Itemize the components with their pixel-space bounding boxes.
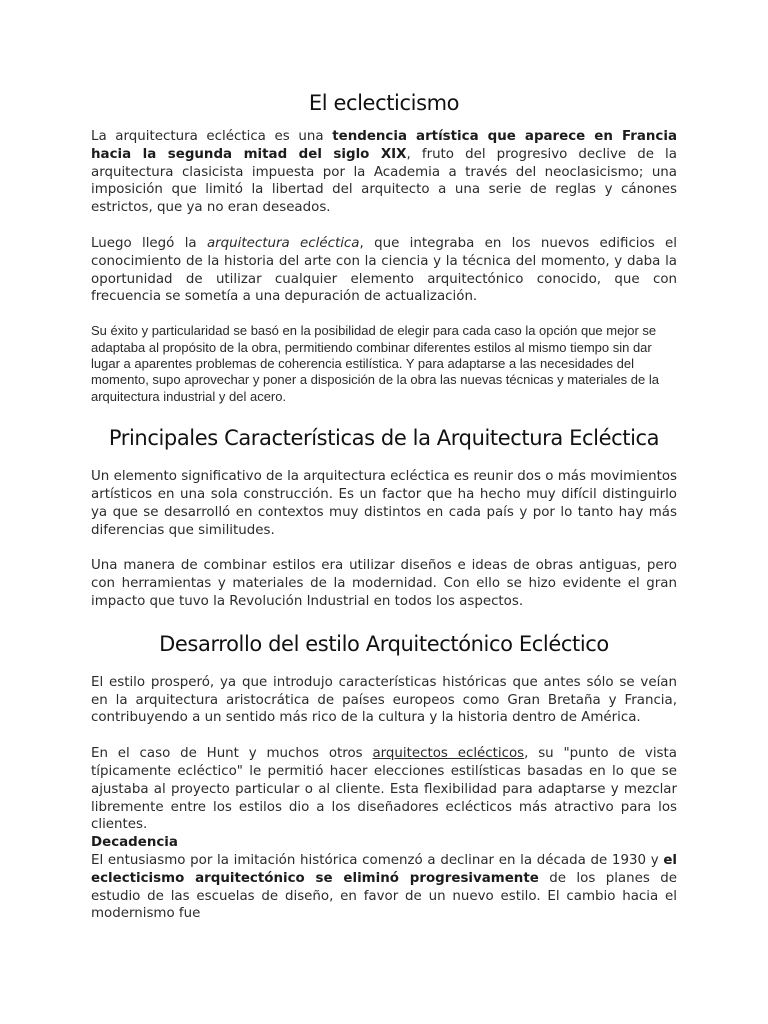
paragraph-combine-styles: Una manera de combinar estilos era utilizar diseños e ideas de obras antiguas, pero con herramientas y materiales de la modernidad. Con ello se hizo evidente el gran impacto que tuvo la Revolución Industrial en todos los aspectos. [91, 558, 677, 609]
intro-paragraph [91, 128, 677, 217]
paragraph-style-prospered: El estilo prosperó, ya que introdujo características históricas que antes sólo se veían en la arquitectura aristocrática de países europeos como Gran Bretaña y Francia, contribuyendo a un sentido más rico de la cultura y la historia dentro de América. [91, 674, 677, 726]
page-title: El eclecticismo [308, 91, 460, 115]
text-run: El entusiasmo por la imitación histórica comenzó a declinar en la década de 1930 y [91, 852, 664, 868]
paragraph-success: Su éxito y particularidad se basó en la posibilidad de elegir para cada caso la opción que mejor se adaptaba al propósito de la obra, permitiendo combinar diferentes estilos al mismo tiempo sin dar lugar a aparentes problemas de coherencia estilística. Y para adaptarse a las necesidades del momento, supo aprovechar y poner a disposición de la obra las nuevas técnicas y materiales de la arquitectura industrial y del acero. [91, 323, 659, 404]
text-run: En el caso de Hunt y muchos otros [91, 746, 373, 762]
bold-text: tendencia artística que aparece en Francia hacia la segunda mitad del siglo XIX [91, 129, 677, 162]
section-heading-characteristics: Principales Características de la Arquitectura Ecléctica [108, 426, 660, 451]
text-run: , fruto del progresivo declive de la arquitectura clasicista impuesta por la Academia a través del neoclasicismo; una imposición que limitó la libertad del arquitecto a una serie de reglas y cánones estrictos, que ya no eran deseados. [91, 146, 677, 216]
bold-text: el eclecticismo arquitectónico se eliminó progresivamente [91, 852, 677, 886]
section-heading-development: Desarrollo del estilo Arquitectónico Ecléctico [159, 631, 609, 656]
subheading-decadence: Decadencia [91, 835, 178, 851]
text-run: , su "punto de vista típicamente ecléctico" le permitió hacer elecciones estilísticas basadas en lo que se ajustaba al proyecto particular o al cliente. Esta flexibilidad para adaptarse y mezclar libremente entre los estilos dio a los diseñadores eclécticos más atractivo para los clientes. [91, 746, 677, 833]
text-run: de los planes de estudio de las escuelas de diseño, en favor de un nuevo estilo. El cambio hacia el modernismo fue [91, 870, 677, 922]
text-run: , que integraba en los nuevos edificios el conocimiento de la historia del arte con la ciencia y la técnica del momento, y daba la oportunidad de utilizar cualquier elemento arquitectónico conocido, que con frecuencia se sometía a una depuración de actualización. [91, 235, 678, 305]
paragraph-decadence [91, 852, 677, 923]
paragraph-eclectic-architecture [91, 235, 677, 306]
paragraph-hunt [91, 745, 677, 834]
text-run: Luego llegó la [91, 235, 207, 251]
eclectic-architects-link[interactable]: arquitectos eclécticos [372, 746, 525, 762]
text-run: La arquitectura ecléctica es una [91, 129, 333, 144]
italic-text: arquitectura ecléctica [206, 235, 360, 251]
paragraph-significant-element: Un elemento significativo de la arquitectura ecléctica es reunir dos o más movimientos artísticos en una sola construcción. Es un factor que ha hecho muy difícil distinguirlo ya que se desarrolló en contextos muy distintos en cada país y por lo tanto hay más diferencias que similitudes. [91, 469, 677, 538]
